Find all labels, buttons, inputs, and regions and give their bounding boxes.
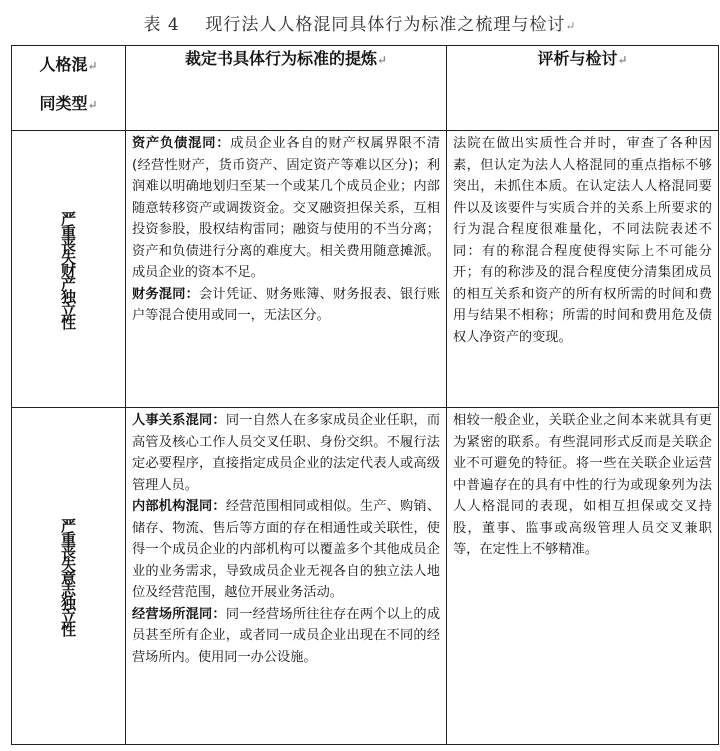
standard-text: 成员企业各自的财产权属界限不清(经营性财产，货币资产、固定资产等难以区分)；利润难以明确地划归至某一个或某几个成员企业；内部随意转移资产或调拨资金。交叉融资担保关系，互相投资参股，股权结构雷同；融资与使用的不当分离；资产和负债进行分离的难度大。相关费用随意摊派。成员企业的资本不足。 (132, 136, 441, 280)
row-review-cell (447, 408, 719, 745)
header-review (447, 46, 719, 131)
row-standards-cell (126, 131, 447, 408)
standard-term: 经营场所混同： (132, 606, 226, 622)
standard-term: 人事关系混同： (132, 413, 226, 428)
paragraph-mark-icon: ↵ (617, 53, 628, 67)
standard-text: 同一自然人在多家成员企业任职，而高管及核心工作人员交叉任职、身份交织。不履行法定必要程序，直接指定成员企业的法定代表人或高级管理人员。 (132, 413, 441, 493)
standards-table (11, 45, 719, 745)
header-standards (126, 46, 447, 131)
row-type-wrapper (12, 211, 125, 328)
caption-label: 表 4 (143, 15, 180, 35)
standard-term: 财务混同： (132, 286, 200, 302)
review-text: 法院在做出实质性合并时，审查了各种因素，但认定为法人人格混同的重点指标不够突出，未抓住本质。在认定法人人格混同要件以及该要件与实质合并的关系上所要求的行为混合程度很难量化，不同法院表述不同：有的称混合程度使得实际上不可能分开；有的称涉及的混合程度使分清集团成员的相互关系和资产的所有权所需的时间和费用与结果不相称；所需的时间和费用危及债权人净资产的变现。 (453, 136, 712, 345)
paragraph-mark-icon: ↵ (87, 98, 98, 112)
row-review-cell (447, 131, 719, 408)
paragraph-mark-icon: ↵ (87, 59, 98, 73)
header-standards-label: 裁定书具体行为标准的提炼 (184, 49, 377, 68)
standard-text: 经营范围相同或相似。生产、购销、储存、物流、售后等方面的存在相通性或关联性，使得一个成员企业的内部机构可以覆盖多个其他成员企业的业务需求，导致成员企业无视各自的独立法人地位及经营范围，越位开展业务活动。 (132, 499, 441, 600)
row-standards-cell (126, 408, 447, 745)
standard-item (132, 496, 440, 604)
table-row (12, 131, 719, 408)
header-type (12, 46, 126, 131)
standard-text: 会计凭证、财务账簿、财务报表、银行账户等混合使用或同一，无法区分。 (132, 286, 441, 323)
standard-item (132, 604, 440, 669)
header-type-line2: 同类型 (39, 94, 88, 113)
row-type-cell (12, 131, 126, 408)
header-review-label: 评析与检讨 (537, 49, 618, 68)
header-type-line1: 人格混 (39, 55, 88, 74)
paragraph-mark-icon: ↵ (376, 53, 388, 67)
standard-term: 内部机构混同： (132, 499, 226, 514)
row-type-label: 严重丧失意志独立性 (59, 517, 77, 635)
standard-text: 同一经营场所往往存在两个以上的成员甚至所有企业，或者同一成员企业出现在不同的经营场所内。使用同一办公设施。 (132, 606, 441, 665)
review-text: 相较一般企业，关联企业之间本来就具有更为紧密的联系。有些混同形式反而是关联企业不可避免的特征。将一些在关联企业运营中普遍存在的具有中性的行为或现象列为法人人格混同的表现，如相互担保或交叉持股，董事、监事或高级管理人员交叉兼职等，在定性上不够精准。 (453, 413, 712, 557)
table-caption (0, 10, 720, 35)
table-header-row (12, 46, 719, 131)
standard-item (132, 284, 440, 327)
row-type-label: 严重丧失财产独立性 (59, 210, 77, 328)
standard-item (132, 133, 440, 284)
caption-title: 现行法人人格混同具体行为标准之梳理与检讨 (205, 15, 566, 35)
row-type-cell (12, 408, 126, 745)
standard-item (132, 410, 440, 496)
paragraph-mark-icon: ↵ (565, 19, 577, 33)
table-row (12, 408, 719, 745)
row-type-wrapper (12, 518, 125, 635)
standard-term: 资产负债混同： (132, 136, 231, 151)
